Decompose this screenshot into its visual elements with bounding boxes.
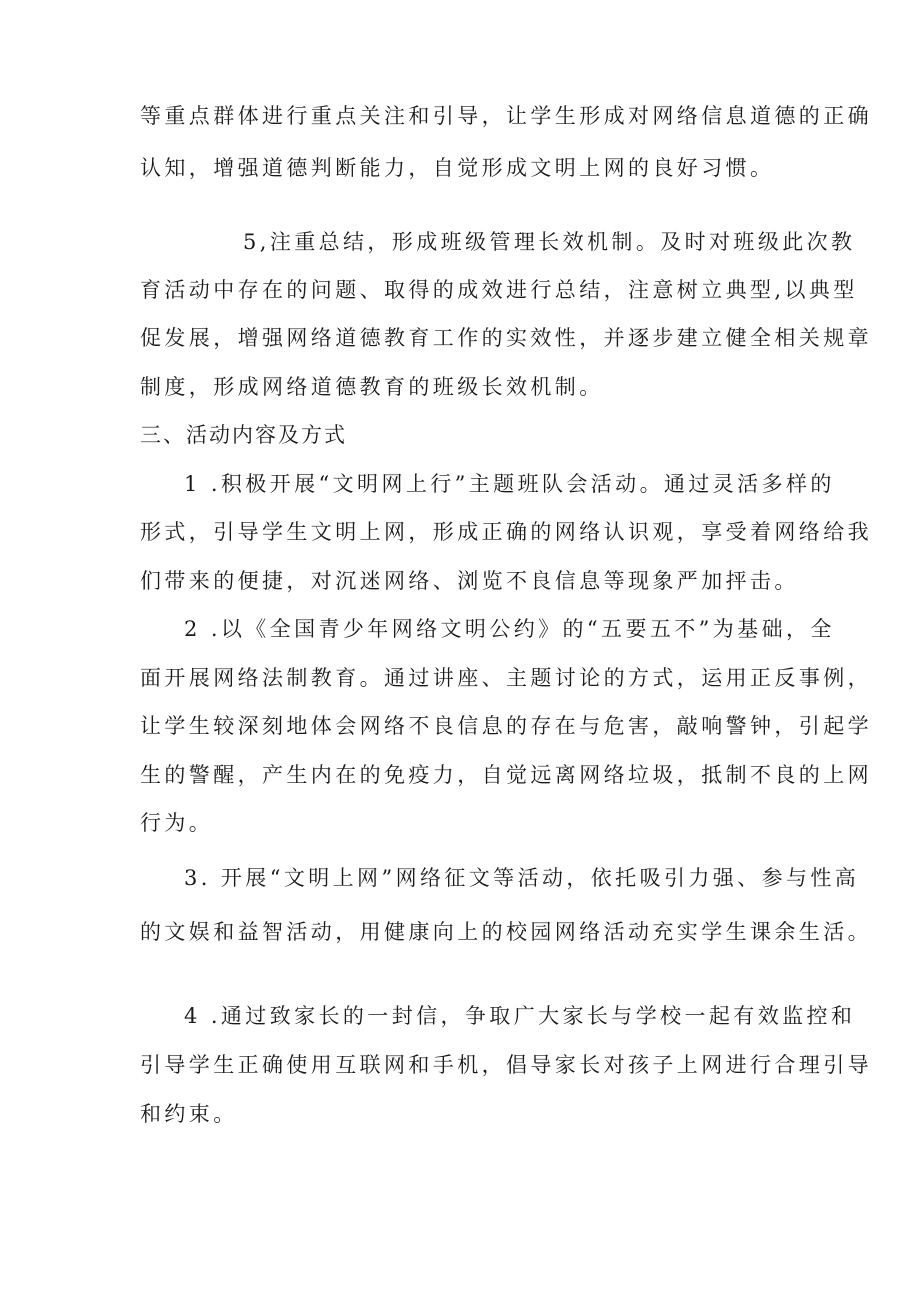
paragraph-line: 制度，形成网络道德教育的班级长效机制。 xyxy=(140,375,604,399)
list-item-line: 4 .通过致家长的一封信，争取广大家长与学校一起有效监控和 xyxy=(184,1004,856,1028)
paragraph-line: 等重点群体进行重点关注和引导，让学生形成对网络信息道德的正确 xyxy=(140,104,872,128)
paragraph-line: 认知，增强道德判断能力，自觉形成文明上网的良好习惯。 xyxy=(140,156,775,180)
paragraph-line: 5,注重总结，形成班级管理长效机制。及时对班级此次教 xyxy=(243,230,856,254)
list-item-line: 们带来的便捷，对沉迷网络、浏览不良信息等现象严加抨击。 xyxy=(140,569,799,593)
list-item-line: 和约束。 xyxy=(140,1102,238,1126)
list-item-line: 的文娱和益智活动，用健康向上的校园网络活动充实学生课余生活。 xyxy=(140,920,872,944)
list-item-line: 3. 开展“文明上网”网络征文等活动，依托吸引力强、参与性高 xyxy=(184,866,860,890)
list-item-line: 引导学生正确使用互联网和手机，倡导家长对孩子上网进行合理引导 xyxy=(140,1053,872,1077)
list-item-line: 行为。 xyxy=(140,811,214,835)
list-item-line: 让学生较深刻地体会网络不良信息的存在与危害，敲响警钟，引起学 xyxy=(140,714,872,738)
section-heading: 三、活动内容及方式 xyxy=(140,423,347,447)
paragraph-line: 促发展，增强网络道德教育工作的实效性，并逐步建立健全相关规章 xyxy=(140,326,872,350)
paragraph-line: 育活动中存在的问题、取得的成效进行总结，注意树立典型,以典型 xyxy=(140,278,858,302)
list-item-line: 1 .积极开展“文明网上行”主题班队会活动。通过灵活多样的 xyxy=(184,472,835,496)
list-item-line: 生的警醒，产生内在的免疫力，自觉远离网络垃圾，抵制不良的上网 xyxy=(140,763,872,787)
list-item-line: 面开展网络法制教育。通过讲座、主题讨论的方式，运用正反事例， xyxy=(140,666,872,690)
list-item-line: 形式，引导学生文明上网，形成正确的网络认识观，享受着网络给我 xyxy=(140,520,872,544)
list-item-line: 2 .以《全国青少年网络文明公约》的“五要五不”为基础，全 xyxy=(184,617,835,641)
